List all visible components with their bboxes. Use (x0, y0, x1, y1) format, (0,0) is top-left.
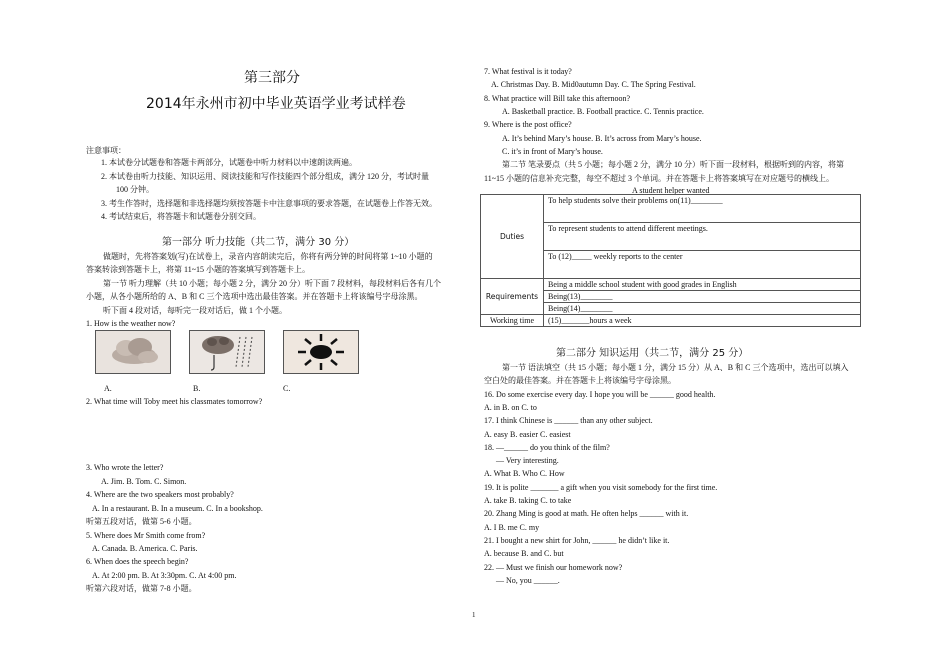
question-19-options: A. take B. taking C. to take (484, 496, 572, 505)
question-9-options: A. It’s behind Mary’s house. B. It’s across from Mary’s house. (502, 134, 702, 143)
question-22-reply: — No, you ______. (496, 576, 560, 585)
question-21: 21. I bought a new shirt for John, ______ he didn’t like it. (484, 536, 670, 545)
cloud-icon (96, 331, 170, 373)
question-18: 18. —______ do you think of the film? (484, 443, 610, 452)
note-item: 100 分钟。 (116, 185, 154, 194)
table-cell: To represent students to attend different meetings. (544, 223, 861, 251)
question-17: 17. I think Chinese is ______ than any other subject. (484, 416, 653, 425)
table-caption: A student helper wanted (632, 186, 710, 195)
table-cell: Being(14)________ (544, 303, 861, 315)
question-16: 16. Do some exercise every day. I hope you will be ______ good health. (484, 390, 716, 399)
question-9-options: C. it’s in front of Mary’s house. (502, 147, 603, 156)
question-1: 1. How is the weather now? (86, 319, 176, 328)
part2-intro: 空白处的最佳答案。并在答题卡上将该编号字母涂黑。 (484, 376, 676, 385)
option-b-label: B. (193, 384, 201, 393)
question-8: 8. What practice will Bill take this afternoon? (484, 94, 631, 103)
working-time-label: Working time (481, 315, 544, 327)
listening-instruction: 听第六段对话，做第 7-8 小题。 (86, 584, 197, 593)
question-6-options: A. At 2:00 pm. B. At 3:30pm. C. At 4:00 pm. (92, 571, 237, 580)
page-number: 1 (472, 611, 476, 619)
section2-text: 11~15 小题的信息补充完整，每空不超过 3 个单词。并在答题卡上将答案填写在对应题号的横线上。 (484, 174, 835, 183)
note-item: 1. 本试卷分试题卷和答题卡两部分，试题卷中听力材料以中速朗读两遍。 (101, 158, 357, 167)
note-item: 3. 考生作答时，选择题和非选择题均须按答题卡中注意事项的要求答题，在试题卷上作答无效。 (101, 199, 437, 208)
section1-text: 听下面 4 段对话，每听完一段对话后，做 1 个小题。 (103, 306, 287, 315)
question-5: 5. Where does Mr Smith come from? (86, 531, 206, 540)
question-2: 2. What time will Toby meet his classmates tomorrow? (86, 397, 263, 406)
notes-heading: 注意事项： (86, 146, 126, 155)
part1-intro: 答案转涂到答题卡上，将第 11~15 小题的答案填写到答题卡上。 (86, 265, 311, 274)
question-8-options: A. Basketball practice. B. Football practice. C. Tennis practice. (502, 107, 704, 116)
question-6: 6. When does the speech begin? (86, 557, 189, 566)
question-20-options: A. I B. me C. my (484, 523, 540, 532)
cloudy-picture (95, 330, 171, 374)
question-5-options: A. Canada. B. America. C. Paris. (92, 544, 198, 553)
rain-cloud-icon (190, 331, 264, 373)
section2-text: 第二节 笔录要点（共 5 小题；每小题 2 分，满分 10 分）听下面一段材料，根据听到的内容，将第 (502, 160, 844, 169)
student-helper-table (480, 194, 861, 327)
table-cell: (15)_______hours a week (544, 315, 861, 327)
duties-label: Duties (481, 195, 544, 279)
note-item: 4. 考试结束后，将答题卡和试题卷分别交回。 (101, 212, 261, 221)
table-cell: Being a middle school student with good grades in English (544, 279, 861, 291)
part2-heading: 第二部分 知识运用（共二节，满分 25 分） (556, 348, 749, 359)
part-title: 第三部分 (244, 70, 300, 86)
option-c-label: C. (283, 384, 291, 393)
question-18-options: A. What B. Who C. How (484, 469, 565, 478)
question-9: 9. Where is the post office? (484, 120, 572, 129)
question-3: 3. Who wrote the letter? (86, 463, 164, 472)
section1-text: 小题，从各小题所给的 A、B 和 C 三个选项中选出最佳答案。并在答题卡上将该编号字母涂黑。 (86, 292, 423, 301)
table-cell: To (12)_____ weekly reports to the center (544, 251, 861, 279)
section1-text: 第一节 听力理解（共 10 小题；每小题 2 分，满分 20 分）听下面 7 段材料，每段材料后各有几个 (103, 279, 441, 288)
question-4-options: A. In a restaurant. B. In a museum. C. In a bookshop. (92, 504, 263, 513)
question-16-options: A. in B. on C. to (484, 403, 537, 412)
question-7: 7. What festival is it today? (484, 67, 572, 76)
listening-instruction: 听第五段对话，做第 5-6 小题。 (86, 517, 197, 526)
exam-title: 2014年永州市初中毕业英语学业考试样卷 (146, 96, 406, 112)
question-17-options: A. easy B. easier C. easiest (484, 430, 571, 439)
table-cell: Being(13)________ (544, 291, 861, 303)
question-21-options: A. because B. and C. but (484, 549, 564, 558)
question-4: 4. Where are the two speakers most probably? (86, 490, 234, 499)
sunny-picture (283, 330, 359, 374)
question-18-reply: — Very interesting. (496, 456, 559, 465)
sun-icon (284, 331, 358, 373)
part2-intro: 第一节 语法填空（共 15 小题；每小题 1 分，满分 15 分）从 A、B 和 C 三个选项中，选出可以填入 (502, 363, 849, 372)
question-7-options: A. Christmas Day. B. Mid0autumn Day. C. The Spring Festival. (491, 80, 696, 89)
table-cell: To help students solve their problems on(11)________ (544, 195, 861, 223)
note-item: 2. 本试卷由听力技能、知识运用、阅读技能和写作技能四个部分组成，满分 120 分，考试时量 (101, 172, 429, 181)
question-3-options: A. Jim. B. Tom. C. Simon. (101, 477, 187, 486)
part1-intro: 做题时，先将答案划(写)在试卷上，录音内容朗读完后，你将有两分钟的时间将第 1~10 小题的 (103, 252, 433, 261)
question-22: 22. — Must we finish our homework now? (484, 563, 623, 572)
question-19: 19. It is polite _______ a gift when you visit somebody for the first time. (484, 483, 718, 492)
requirements-label: Requirements (481, 279, 544, 315)
option-a-label: A. (104, 384, 112, 393)
question-20: 20. Zhang Ming is good at math. He often helps ______ with it. (484, 509, 689, 518)
rainy-picture (189, 330, 265, 374)
part1-heading: 第一部分 听力技能（共二节，满分 30 分） (162, 237, 355, 248)
